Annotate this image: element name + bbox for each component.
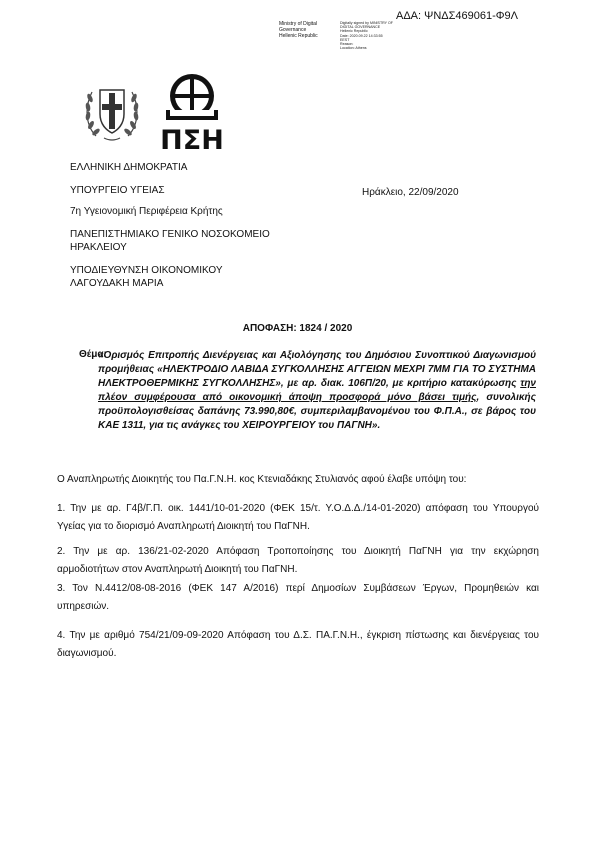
signature-issuer (279, 21, 333, 39)
list-item-2: 2. Την με αρ. 136/21-02-2020 Απόφαση Τροποποίησης του Διοικητή ΠαΓΝΗ για την εκχώρηση αρμοδιοτήτων στον Αναπληρωτή Διοικητή του ΠαΓΝΗ. (57, 546, 539, 575)
hospital-logo (152, 72, 232, 152)
document-date: Ηράκλειο, 22/09/2020 (362, 187, 459, 198)
list-item-1: 1. Την με αρ. Γ4β/Γ.Π. οικ. 1441/10-01-2020 (ΦΕΚ 15/τ. Υ.Ο.Δ.Δ./14-01-2020) απόφαση του Υπουργού Υγείας για το διορισμό Αναπληρωτή Διοικητή του ΠαΓΝΗ. (57, 503, 539, 532)
coat-of-arms-emblem (82, 76, 142, 146)
subject-text (98, 349, 536, 433)
list-item-3: 3. Τον Ν.4412/08-08-2016 (ΦΕΚ 147 Α/2016) περί Δημοσίων Συμβάσεων Έργων, Προμηθειών και υπηρεσιών. (57, 583, 539, 612)
signature-detail-line: Digitally signed by MINISTRY OF (340, 21, 393, 25)
department-heading-line1: ΥΠΟΔΙΕΥΘΥΝΣΗ ΟΙΚΟΝΟΜΙΚΟΥ (70, 265, 223, 276)
subject-label: Θέμα: (79, 349, 107, 360)
signature-issuer-line: Ministry of Digital (279, 21, 318, 27)
signature-issuer-line: Governance (279, 27, 307, 33)
signature-detail-line: Location: Athens (340, 46, 367, 51)
intro-paragraph: Ο Αναπληρωτής Διοικητής του Πα.Γ.Ν.Η. κος Κτενιαδάκης Στυλιανός αφού έλαβε υπόψη του: (57, 474, 467, 485)
department-heading (70, 264, 223, 290)
signature-detail-line: EEST (340, 37, 350, 42)
signature-detail-line: Hellenic Republic (340, 29, 368, 34)
signature-detail-line: DIGITAL GOVERNANCE (340, 25, 381, 30)
signature-details (340, 21, 396, 50)
hospital-logo-text: ΠΣΗ (160, 125, 224, 152)
ada-code: ΑΔΑ: ΨΝΔΣ469061-Φ9Λ (396, 10, 519, 22)
hospital-heading-line2: ΗΡΑΚΛΕΙΟΥ (70, 242, 127, 253)
signature-detail-line: Reason: (340, 42, 354, 47)
republic-heading: ΕΛΛΗΝΙΚΗ ΔΗΜΟΚΡΑΤΙΑ (70, 162, 188, 173)
subject-award-criterion: την πλέον συμφέρουσα από οικονομική άποψη προσφορά μόνο βάσει τιμής (98, 378, 536, 403)
signature-detail-line: Date: 2020.09.22 14:33:55 (340, 33, 383, 38)
ministry-heading: ΥΠΟΥΡΓΕΙΟ ΥΓΕΙΑΣ (70, 185, 165, 196)
department-heading-line2: ΛΑΓΟΥΔΑΚΗ ΜΑΡΙΑ (70, 278, 164, 289)
list-item-4: 4. Την με αριθμό 754/21/09-09-2020 Απόφαση του Δ.Σ. ΠΑ.Γ.Ν.Η., έγκριση πίστωσης και διενέργειας του διαγωνισμού. (57, 630, 539, 659)
subject-text-part1: «Ορισμός Επιτροπής Διενέργειας και Αξιολόγησης του Δημόσιου Συνοπτικού Διαγωνισμού προμήθειας «ΗΛΕΚΤΡΟΔΙΟ ΛΑΒΙΔΑ ΣΥΓΚΟΛΛΗΣΗΣ ΑΓΓΕΙΩΝ ΜΕΧΡΙ 7ΜΜ ΓΙΑ ΤΟ ΣΥΣΤΗΜΑ ΗΛΕΚΤΡΟΘΕΡΜΙΚΗΣ ΣΥΓΚΟΛΛΗΣΗΣ», με αρ. διακ. 106Π/20, με κριτήριο κατακύρωσης (98, 350, 536, 389)
hospital-heading (70, 228, 270, 254)
signature-issuer-line: Hellenic Republic (279, 33, 318, 39)
subject-text-part2: , συνολικής προϋπολογισθείσας δαπάνης 73.990,80€, συμπεριλαμβανομένου του Φ.Π.Α., σε βάρος του ΚΑΕ 1311, για τις ανάγκες του ΧΕΙΡΟΥΡΓΕΙΟΥ του ΠΑΓΝΗ». (98, 392, 536, 431)
region-heading: 7η Υγειονομική Περιφέρεια Κρήτης (70, 206, 223, 217)
hospital-heading-line1: ΠΑΝΕΠΙΣΤΗΜΙΑΚΟ ΓΕΝΙΚΟ ΝΟΣΟΚΟΜΕΙΟ (70, 229, 270, 240)
decision-number: ΑΠΟΦΑΣΗ: 1824 / 2020 (242, 323, 353, 334)
